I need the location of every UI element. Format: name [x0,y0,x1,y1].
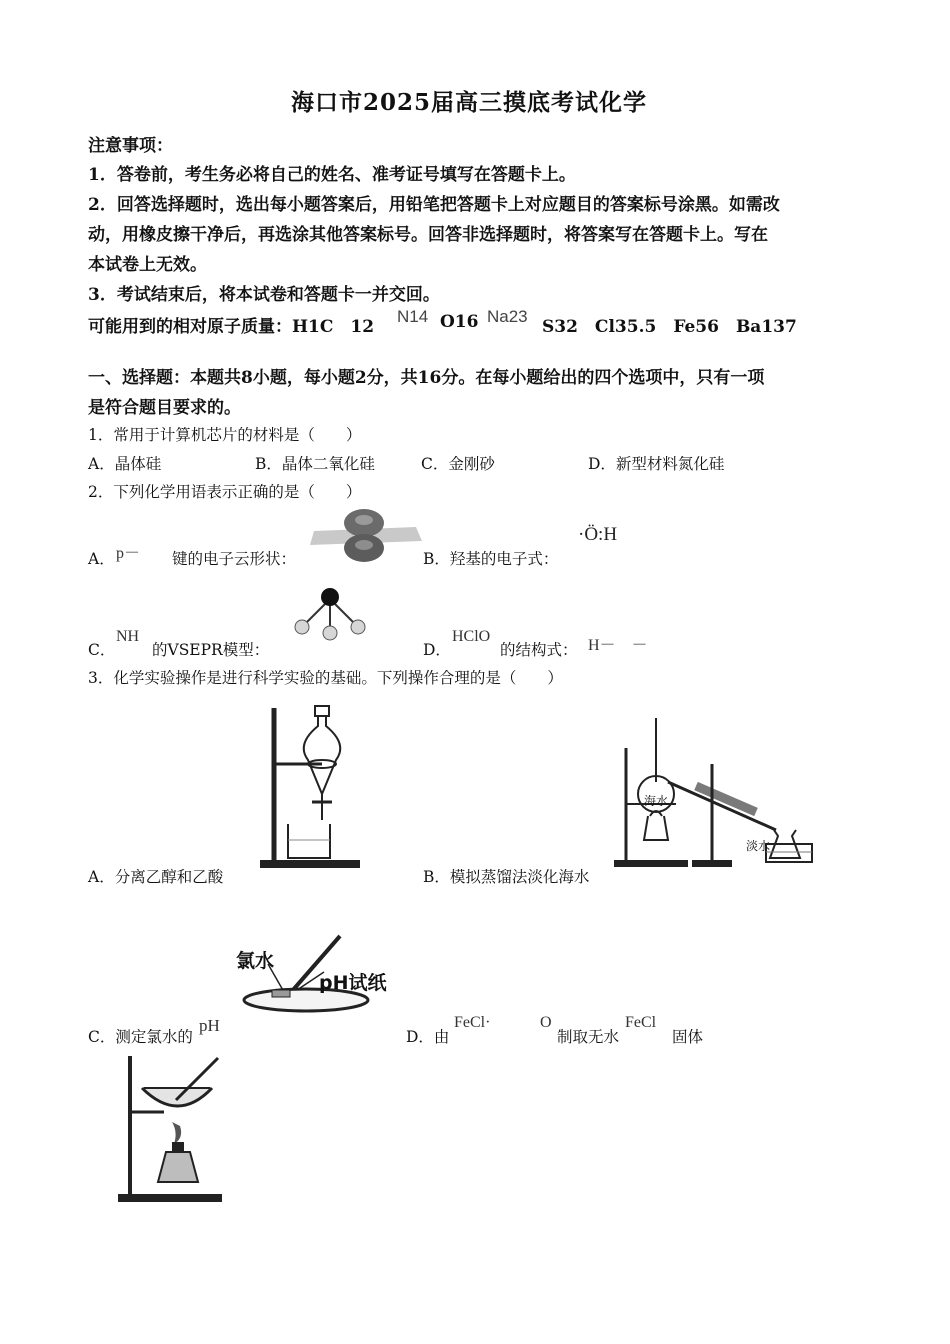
q3-d-formula-3: FeCl [625,1014,657,1031]
notice-item-3: 3．考试结束后，将本试卷和答题卡一并交回。 [88,285,440,305]
q3-d-formula-2: O [540,1014,552,1031]
notice-item-2-cont: 动，用橡皮擦干净后，再选涂其他答案标号。回答非选择题时，将答案写在答题卡上。写在 [88,225,768,245]
notice-heading: 注意事项： [88,136,173,156]
q1-option-b: B．晶体二氧化硅 [255,455,375,473]
q1-option-a: A．晶体硅 [88,455,162,473]
q3-d-formula-1: FeCl· [454,1014,491,1031]
q2-d-structure: H－ － [588,637,648,654]
q2-d-formula: HClO [452,628,491,645]
q2-d-text: 的结构式： [500,641,578,659]
page-title: 海口市2025届高三摸底考试化学 [291,89,648,116]
q3-option-a: A．分离乙醇和乙酸 [88,868,224,886]
section-heading-cont: 是符合题目要求的。 [88,398,241,418]
q3-d-suffix: 固体 [672,1028,704,1046]
notice-item-1: 1．答卷前，考生务必将自己的姓名、准考证号填写在答题卡上。 [88,165,576,185]
q3-c-formula: pH [199,1016,220,1035]
atomic-o: O16 [440,312,479,332]
atomic-mass-label: 可能用到的相对原子质量：H1C 12 [88,317,375,337]
seawater-label: 海水 [644,794,669,808]
q3-d-mid: 制取无水 [557,1028,620,1046]
vsepr-model-image [288,583,372,647]
q2-b-text: B．羟基的电子式： [423,550,559,568]
q3-option-b: B．模拟蒸馏法淡化海水 [423,868,590,886]
atomic-n: N14 [397,307,429,326]
evaporating-dish-apparatus-image [114,1052,226,1204]
q2-a-text: 键的电子云形状： [172,550,297,568]
q3-stem: 3．化学实验操作是进行科学实验的基础。下列操作合理的是（ ） [88,669,563,687]
pi-bond-electron-cloud-image [306,505,424,563]
q2-c-text: 的VSEPR模型： [152,641,270,659]
section-heading: 一、选择题：本题共8小题，每小题2分，共16分。在每小题给出的四个选项中，只有一项 [88,368,765,388]
q2-c-formula: NH [116,628,140,645]
q1-stem: 1．常用于计算机芯片的材料是（ ） [88,426,362,444]
distillation-apparatus-image [600,712,822,872]
chlorine-water-label: 氯水 [236,950,275,972]
q2-d-prefix: D． [423,641,451,659]
q2-c-prefix: C． [88,641,116,659]
q1-option-d: D．新型材料氮化硅 [588,455,725,473]
q2-stem: 2．下列化学用语表示正确的是（ ） [88,483,362,501]
q2-a-formula: p－ [116,545,141,562]
hydroxyl-electron-formula: ·Ö:H [578,524,618,545]
q1-option-c: C．金刚砂 [421,455,495,473]
q3-c-prefix: C．测定氯水的 [88,1028,193,1046]
notice-item-2: 2．回答选择题时，选出每小题答案后，用铅笔把答题卡上对应题目的答案标号涂黑。如需改 [88,195,780,215]
atomic-na: Na23 [487,307,528,326]
separatory-funnel-apparatus-image [238,702,366,870]
ph-paper-label: pH试纸 [319,972,387,994]
notice-item-2-end: 本试卷上无效。 [88,255,207,275]
q2-a-prefix: A． [88,550,115,568]
atomic-rest: S32 Cl35.5 Fe56 Ba137 [542,317,797,337]
q3-d-prefix: D．由 [406,1028,450,1046]
freshwater-label: 淡水 [746,839,771,853]
